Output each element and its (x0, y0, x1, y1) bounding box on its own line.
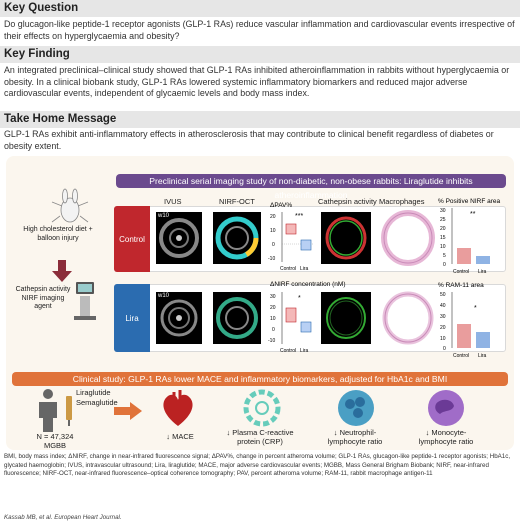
chart-positive-nirf-area (438, 196, 508, 276)
chart3-sig: ** (470, 211, 476, 218)
nirf-oct-control-image (213, 212, 261, 264)
chart2-tick: 30 (270, 294, 276, 300)
outcome-label: MACE (172, 432, 194, 441)
neutrophil-icon (336, 388, 376, 428)
key-finding-text: An integrated preclinical–clinical study showed that GLP-1 RAs inhibited atheroinflammation in rabbits without hyperglycaemia or obesity. In a clinical biobank study, GLP-1 RAs lowered systemic inflammatory biomarkers and reduced major adverse cardiovascular events, independent of glycaemic levels and body mass index. (4, 65, 510, 99)
chart1-box-control (286, 224, 296, 234)
key-question-heading: Key Question (0, 0, 520, 17)
chart3-bar-lira (476, 256, 490, 264)
chart-ram11-area (438, 280, 508, 360)
right-arrow-icon (114, 402, 142, 420)
chart2-tick: -10 (268, 338, 276, 344)
outcome-monocyte-ratio (410, 428, 482, 446)
chart3-tick: 25 (440, 217, 446, 223)
macrophage-lira-image (378, 292, 438, 344)
chart4-tick: 0 (443, 346, 446, 352)
lira-tag: Lira (114, 284, 150, 352)
ivus-control-image (156, 212, 202, 264)
clinical-banner: Clinical study: GLP-1 RAs lower MACE and inflammatory biomarkers, adjusted for HbA1c and BMI (12, 372, 508, 386)
chart4-tick: 30 (440, 314, 446, 320)
cohort-info (20, 432, 90, 450)
chart1-xlabel-control: Control (280, 266, 297, 272)
outcome-label: Plasma C-reactive protein (CRP) (232, 428, 294, 446)
chart4-xlabel-lira: Lira (478, 353, 487, 359)
col-nirf-oct: NIRF-OCT (219, 197, 255, 206)
chart4-xlabel-control: Control (453, 353, 470, 359)
outcome-neutrophil-ratio (320, 428, 390, 446)
chart1-tick: 10 (270, 228, 276, 234)
take-home-heading: Take Home Message (0, 111, 520, 128)
chart2-xlabel-lira: Lira (300, 348, 309, 354)
chart3-xlabel-control: Control (453, 269, 470, 275)
cathepsin-lira-image (321, 292, 371, 344)
week-label: w10 (158, 213, 170, 219)
chart4-ylabel: % RAM-11 area (438, 282, 484, 289)
chart1-xlabel-lira: Lira (300, 266, 309, 272)
down-arrow-icon: ↓ (226, 428, 231, 437)
chart1-sig: *** (295, 213, 304, 220)
down-arrow-icon: ↓ (166, 432, 170, 441)
drug-list (76, 388, 118, 408)
preclinical-banner: Preclinical serial imaging study of non-diabetic, non-obese rabbits: Liraglutide inhibits atheroinflammation (116, 174, 506, 188)
chart1-box-lira (301, 240, 311, 250)
chart1-ylabel: ΔPAV% (270, 202, 293, 209)
rabbit-label: High cholesterol diet + balloon injury (23, 226, 93, 242)
pen-injector-icon (64, 396, 74, 426)
chart3-tick: 5 (443, 253, 446, 259)
chart1-tick: 0 (272, 242, 275, 248)
col-cathepsin: Cathepsin activity (318, 197, 377, 206)
chart4-bar-control (457, 324, 471, 348)
rabbit-icon (48, 190, 92, 224)
chart4-sig: * (474, 305, 477, 312)
chart4-tick: 20 (440, 325, 446, 331)
key-finding-heading: Key Finding (0, 46, 520, 63)
week-label: w10 (158, 293, 170, 299)
chart3-tick: 15 (440, 235, 446, 241)
outcome-label: Neutrophil-lymphocyte ratio (327, 428, 383, 446)
patient-icon (34, 388, 62, 432)
chart2-tick: 0 (272, 327, 275, 333)
chart1-tick: -10 (268, 256, 276, 262)
down-arrow-icon: ↓ (333, 428, 338, 437)
chart2-ylabel: ΔNIRF concentration (nM) (270, 281, 346, 288)
chart3-tick: 10 (440, 244, 446, 250)
crp-molecule-icon (242, 388, 282, 428)
chart1-tick: 20 (270, 214, 276, 220)
chart2-tick: 20 (270, 305, 276, 311)
imaging-agent-label: Cathepsin activity NIRF imaging agent (15, 286, 71, 310)
chart3-tick: 30 (440, 208, 446, 214)
chart4-bar-lira (476, 332, 490, 348)
outcome-mace (152, 432, 208, 441)
drug-semaglutide: Semaglutide (76, 398, 118, 407)
chart3-bar-control (457, 248, 471, 264)
cathepsin-control-image (321, 212, 371, 264)
drug-liraglutide: Liraglutide (76, 388, 111, 397)
down-arrow-icon (52, 260, 72, 282)
chart4-tick: 40 (440, 303, 446, 309)
chart2-tick: 10 (270, 316, 276, 322)
chart4-tick: 50 (440, 292, 446, 298)
imaging-system-icon (70, 280, 100, 322)
chart2-sig: * (298, 295, 301, 302)
chart2-box-lira (301, 322, 311, 332)
chart3-tick: 20 (440, 226, 446, 232)
chart-delta-nirf (268, 280, 346, 356)
chart2-xlabel-control: Control (280, 348, 297, 354)
abbreviations-footnote: BMI, body mass index; ΔNIRF, change in near-infrared fluorescence signal; ΔPAV%, change in percent atheroma volume; GLP-1 RAs, glucagon-like peptide-1 receptor agonists; HbA1c, glycated haemoglobin; IVUS, intravascular ultrasound; Lira, liraglutide; MACE, major adverse cardiovascular events; MGBB, Mass General Brigham Biobank; NIRF, near-infrared fluorescence; NIRF-OCT, near-infrared fluorescence–optical coherence tomography; PAV, percent atheroma volume; RAM-11, rabbit macrophage antigen-11 (4, 453, 511, 478)
chart3-tick: 0 (443, 262, 446, 268)
outcome-crp (218, 428, 302, 446)
chart3-ylabel: % Positive NIRF area (438, 198, 501, 205)
down-arrow-icon: ↓ (425, 428, 430, 437)
control-tag: Control (114, 206, 150, 272)
col-macrophages: Macrophages (379, 197, 425, 206)
nirf-oct-lira-image (213, 292, 261, 344)
outcome-label: Monocyte-lymphocyte ratio (418, 428, 474, 446)
monocyte-icon (426, 388, 466, 428)
key-question-text: Do glucagon-like peptide-1 receptor agonists (GLP-1 RAs) reduce vascular inflammation and cardiovascular events irrespective of their effects on hyperglycaemia and obesity? (4, 19, 515, 41)
macrophage-control-image (378, 210, 438, 262)
graphical-abstract-figure (6, 156, 514, 450)
n-label: N = 47,324 (36, 432, 74, 441)
take-home-text: GLP-1 RAs exhibit anti-inflammatory effects in atherosclerosis that may contribute to clinical benefit regardless of diabetes or obesity extent. (4, 129, 494, 151)
cohort-name: MGBB (43, 441, 67, 450)
col-ivus: IVUS (164, 197, 182, 206)
ivus-lira-image (156, 292, 202, 344)
heart-icon (158, 388, 198, 428)
citation: Kassab MB, et al. European Heart Journal. (4, 514, 122, 521)
chart2-box-control (286, 308, 296, 322)
chart4-tick: 10 (440, 336, 446, 342)
chart-delta-pav (268, 200, 316, 276)
chart3-xlabel-lira: Lira (478, 269, 487, 275)
